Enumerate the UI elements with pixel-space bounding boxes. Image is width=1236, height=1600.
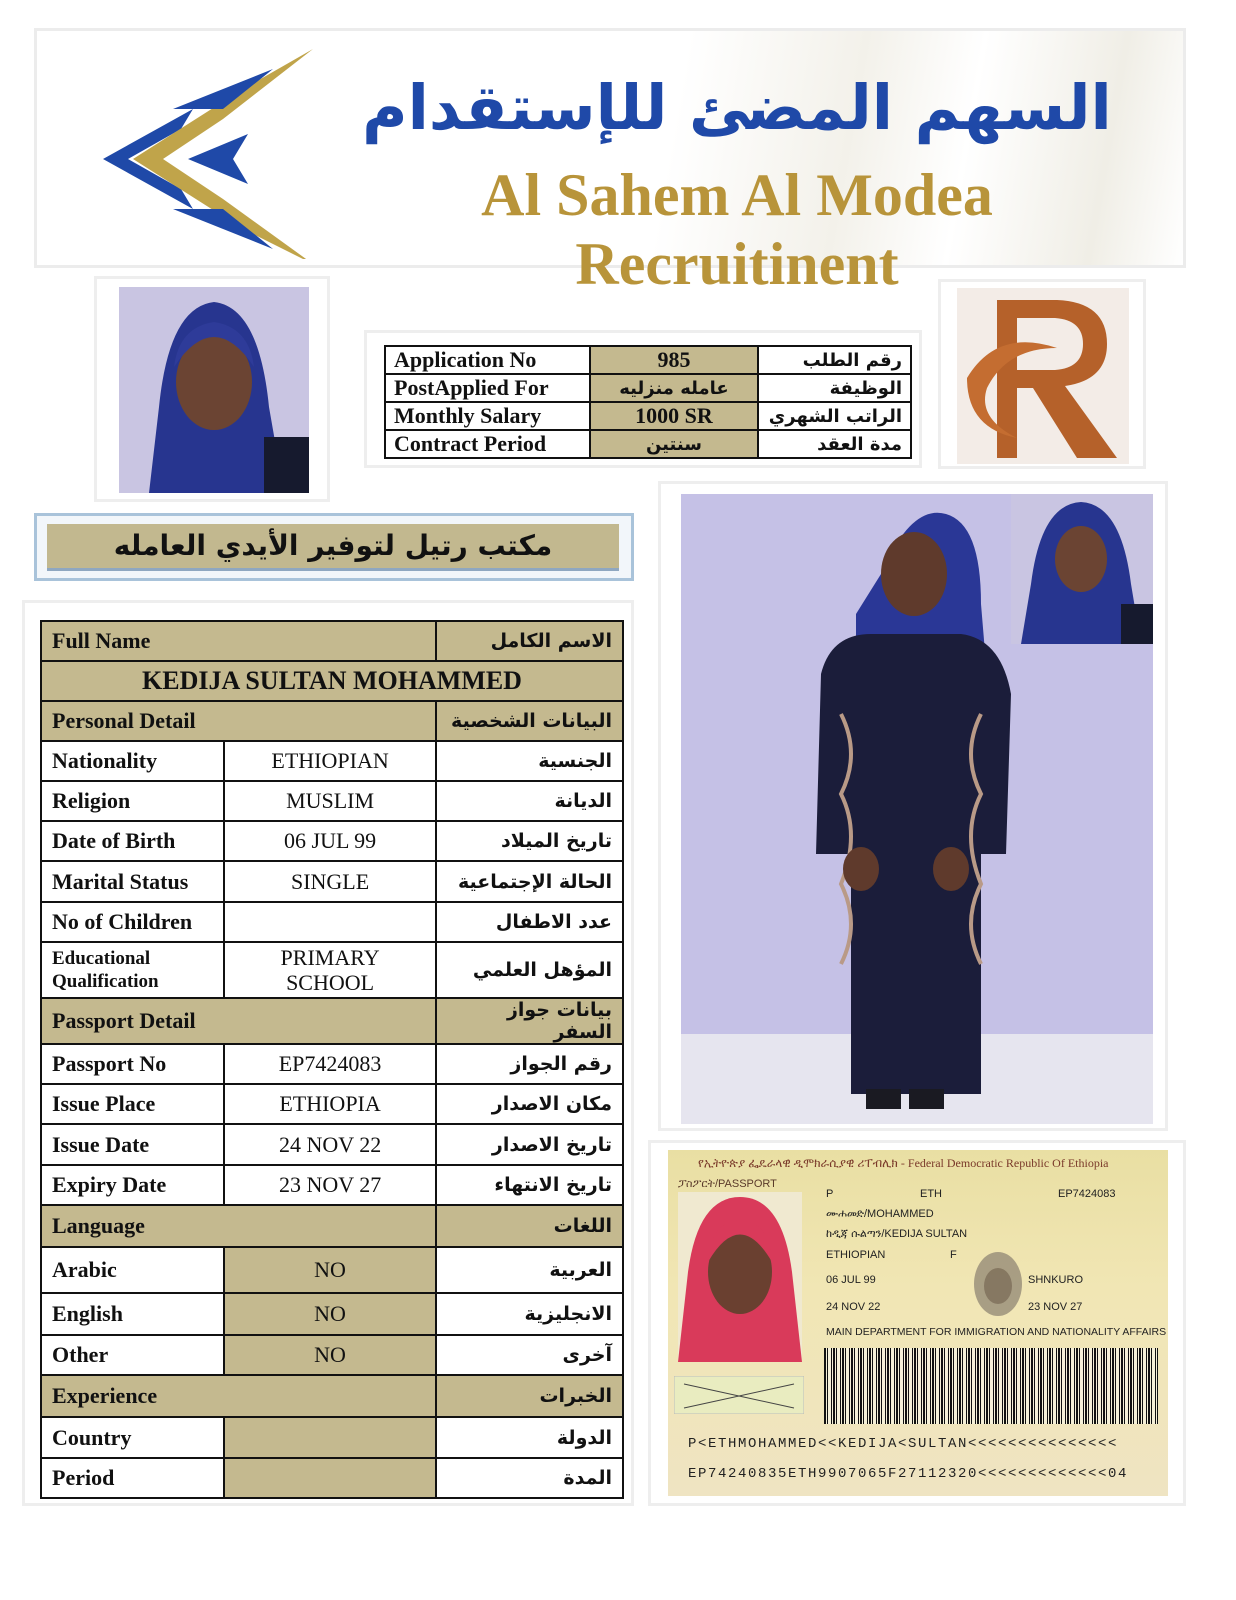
section-title-ar: الخبرات [436,1375,623,1417]
detail-row [41,1293,623,1335]
arrow-logo-icon [73,49,333,259]
detail-value: NO [224,1247,435,1293]
full-body-photo-frame [658,481,1168,1131]
detail-label-ar: تاريخ الانتهاء [436,1165,623,1205]
summary-row [385,374,911,402]
detail-label-ar: رقم الجواز [436,1044,623,1084]
detail-label-ar: الجنسية [436,741,623,781]
detail-value: ETHIOPIAN [224,741,435,781]
detail-label-ar: الانجليزية [436,1293,623,1335]
detail-row [41,1044,623,1084]
section-title: Experience [41,1375,436,1417]
detail-label-ar: عدد الاطفال [436,902,623,942]
detail-label-ar: مكان الاصدار [436,1084,623,1124]
detail-label: Issue Place [41,1084,224,1124]
passport-photo [678,1192,802,1362]
detail-label-ar: تاريخ الاصدار [436,1124,623,1165]
detail-label: English [41,1293,224,1335]
detail-value: NO [224,1293,435,1335]
detail-row [41,741,623,781]
passport-date-of-issue: 24 NOV 22 [826,1301,881,1313]
full-name-label-ar: الاسم الكامل [436,621,623,661]
passport-signature-box [674,1376,804,1414]
detail-row [41,902,623,942]
detail-label-ar: المؤهل العلمي [436,942,623,998]
summary-value: 985 [590,346,757,374]
full-body-photo [681,494,1153,1124]
r-logo-icon [957,288,1129,464]
section-header-personal [41,701,623,741]
detail-row [41,1165,623,1205]
company-name-english: Al Sahem Al Modea Recruitinent [481,162,993,297]
section-title: Language [41,1205,436,1247]
section-header-passport [41,998,623,1044]
detail-value: SINGLE [224,861,435,902]
detail-label-ar: الدولة [436,1417,623,1458]
detail-label: Marital Status [41,861,224,902]
application-summary-table [384,345,912,459]
summary-label: PostApplied For [385,374,590,402]
detail-value [224,942,435,998]
education-label-line-2: Qualification [52,971,159,992]
summary-row [385,346,911,374]
full-name-header-row [41,621,623,661]
passport-surname: ሙሐመድ/MOHAMMED [826,1208,934,1220]
passport-ghost-photo [968,1246,1028,1322]
passport-barcode [824,1348,1158,1424]
portrait-frame [94,276,330,502]
detail-label-ar: المدة [436,1458,623,1498]
detail-value: MUSLIM [224,781,435,821]
detail-value: 06 JUL 99 [224,821,435,861]
passport-copy [668,1150,1168,1496]
education-value-line-2: SCHOOL [286,970,375,995]
detail-label-ar: الديانة [436,781,623,821]
detail-value: ETHIOPIA [224,1084,435,1124]
detail-label: Arabic [41,1247,224,1293]
passport-number: EP7424083 [1058,1188,1116,1200]
detail-label-ar: تاريخ الميلاد [436,821,623,861]
detail-label-ar: آخرى [436,1335,623,1375]
education-label-line-1: Educational [52,948,151,969]
passport-place-of-birth: SHNKURO [1028,1274,1084,1286]
full-name-row [41,661,623,701]
detail-label: Passport No [41,1044,224,1084]
detail-row [41,821,623,861]
education-value-line-1: PRIMARY [280,945,380,970]
detail-row [41,1417,623,1458]
detail-label: Country [41,1417,224,1458]
detail-label-ar: العربية [436,1247,623,1293]
header-banner [34,28,1186,297]
passport-mrz-line-1: P<ETHMOHAMMED<<KEDIJA<SULTAN<<<<<<<<<<<<<<< [688,1436,1119,1452]
detail-label: Period [41,1458,224,1498]
detail-label: Nationality [41,741,224,781]
section-header-language [41,1205,623,1247]
passport-doc-label: ፓስፖርት/PASSPORT [678,1178,777,1190]
summary-row [385,402,911,430]
detail-label-ar: الحالة الإجتماعية [436,861,623,902]
detail-value: NO [224,1335,435,1375]
detail-value: 23 NOV 27 [224,1165,435,1205]
summary-value: عامله منزليه [590,374,757,402]
worker-details-table [40,620,624,1499]
summary-label-ar: رقم الطلب [758,346,911,374]
office-title-box [34,513,634,581]
detail-row [41,1247,623,1293]
detail-label: No of Children [41,902,224,942]
passport-mrz-line-2: EP74240835ETH9907065F27112320<<<<<<<<<<<<<04 [688,1466,1129,1482]
detail-value [224,1458,435,1498]
passport-given-name: ከዲጃ ሱልጣን/KEDIJA SULTAN [826,1228,968,1240]
summary-row [385,430,911,458]
section-title-ar: البيانات الشخصية [436,701,623,741]
section-title: Personal Detail [41,701,436,741]
portrait-photo [119,287,309,493]
detail-label [41,942,224,998]
detail-label: Date of Birth [41,821,224,861]
detail-label: Other [41,1335,224,1375]
summary-label: Monthly Salary [385,402,590,430]
detail-value [224,1417,435,1458]
detail-row [41,1335,623,1375]
passport-issuing-authority: MAIN DEPARTMENT FOR IMMIGRATION AND NATIONALITY AFFAIRS [826,1326,1167,1338]
passport-sex: F [950,1249,957,1261]
summary-label-ar: الوظيفة [758,374,911,402]
passport-header: የኢትዮጵያ ፌዴራላዊ ዲሞክራሲያዊ ሪፐብሊክ - Federal Democratic Republic Of Ethiopia [698,1156,1109,1170]
detail-label: Expiry Date [41,1165,224,1205]
summary-value: 1000 SR [590,402,757,430]
section-title-ar: بيانات جواز السفر [436,998,623,1044]
company-name-arabic: السهم المضئ للإستقدام [362,71,1112,144]
summary-value: سنتين [590,430,757,458]
passport-header-amharic: የኢትዮጵያ ፌዴራላዊ ዲሞክራሲያዊ ሪፐብሊክ [698,1156,898,1170]
summary-label-ar: الراتب الشهري [758,402,911,430]
detail-value: EP7424083 [224,1044,435,1084]
full-name-value: KEDIJA SULTAN MOHAMMED [41,661,623,701]
passport-date-of-expiry: 23 NOV 27 [1028,1301,1083,1313]
detail-label: Issue Date [41,1124,224,1165]
detail-row [41,861,623,902]
detail-row [41,1084,623,1124]
section-title-ar: اللغات [436,1205,623,1247]
r-logo-frame [938,279,1146,469]
detail-value: 24 NOV 22 [224,1124,435,1165]
detail-row-education [41,942,623,998]
passport-date-of-birth: 06 JUL 99 [826,1274,876,1286]
passport-header-english: Federal Democratic Republic Of Ethiopia [907,1156,1109,1170]
detail-value [224,902,435,942]
section-header-experience [41,1375,623,1417]
passport-type: P [826,1188,834,1200]
passport-nationality: ETHIOPIAN [826,1249,886,1261]
full-name-label: Full Name [41,621,436,661]
summary-label: Application No [385,346,590,374]
detail-row [41,1124,623,1165]
summary-label-ar: مدة العقد [758,430,911,458]
section-title: Passport Detail [41,998,436,1044]
detail-row [41,1458,623,1498]
office-title: مكتب رتيل لتوفير الأيدي العامله [47,524,619,568]
passport-country-code: ETH [920,1188,942,1200]
detail-label: Religion [41,781,224,821]
summary-label: Contract Period [385,430,590,458]
detail-row [41,781,623,821]
